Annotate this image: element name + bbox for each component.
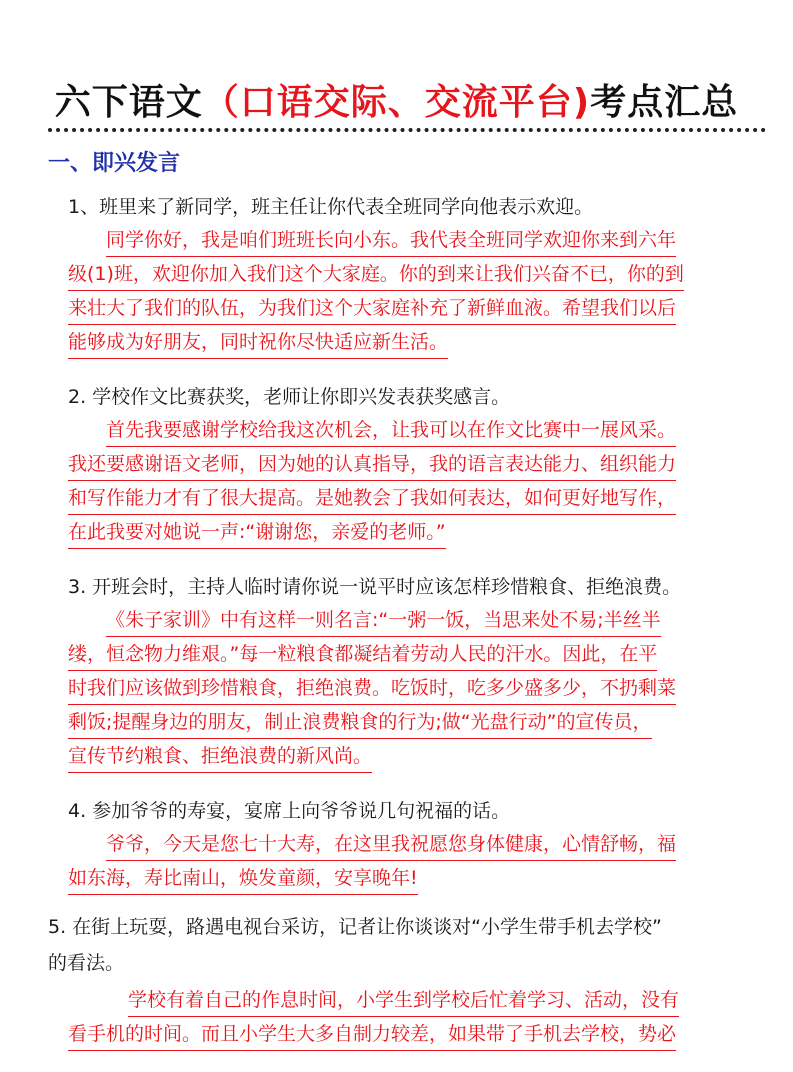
answer-3-line-3: 时我们应该做到珍惜粮食，拒绝浪费。吃饭时，吃多少盛多少，不扔剩菜 — [68, 676, 676, 705]
answer-4-line-1: 爷爷，今天是您七十大寿，在这里我祝愿您身体健康，心情舒畅，福 — [106, 832, 676, 861]
answer-1-line-4: 能够成为好朋友，同时祝你尽快适应新生活。 — [68, 330, 448, 359]
answer-2-line-4: 在此我要对她说一声:“谢谢您，亲爱的老师。” — [68, 520, 446, 549]
answer-2-line-2: 我还要感谢语文老师，因为她的认真指导，我的语言表达能力、组织能力 — [68, 452, 676, 481]
section-heading: 一、即兴发言 — [48, 151, 181, 176]
answer-4-line-2: 如东海，寿比南山，焕发童颜，安享晚年! — [68, 866, 418, 895]
page-title — [0, 74, 793, 125]
title-part-summary: 考点汇总 — [590, 82, 739, 123]
title-part-topic: （口语交际、交流平台) — [202, 82, 591, 123]
answer-2-line-3: 和写作能力才有了很大提高。是她教会了我如何表达，如何更好地写作， — [68, 486, 676, 515]
question-4: 4. 参加爷爷的寿宴，宴席上向爷爷说几句祝福的话。 — [68, 800, 511, 822]
title-part-grade: 六下语文 — [54, 82, 203, 123]
dotted-divider — [48, 128, 766, 132]
question-5-line-1: 5. 在街上玩耍，路遇电视台采访，记者让你谈谈对“小学生带手机去学校” — [48, 916, 662, 938]
answer-2-line-1: 首先我要感谢学校给我这次机会，让我可以在作文比赛中一展风采。 — [106, 418, 676, 447]
answer-3-line-5: 宣传节约粮食、拒绝浪费的新风尚。 — [68, 744, 372, 773]
answer-3-line-1: 《朱子家训》中有这样一则名言:“一粥一饭，当思来处不易;半丝半 — [106, 608, 661, 637]
answer-1-line-3: 来壮大了我们的队伍，为我们这个大家庭补充了新鲜血液。希望我们以后 — [68, 296, 676, 325]
question-1: 1、班里来了新同学，班主任让你代表全班同学向他表示欢迎。 — [68, 196, 594, 218]
answer-5-line-2: 看手机的时间。而且小学生大多自制力较差，如果带了手机去学校，势必 — [68, 1022, 676, 1051]
question-5-line-2: 的看法。 — [48, 952, 125, 974]
answer-3-line-2: 缕，恒念物力维艰。”每一粒粮食都凝结着劳动人民的汗水。因此，在平 — [68, 642, 657, 671]
question-2: 2. 学校作文比赛获奖，老师让你即兴发表获奖感言。 — [68, 386, 511, 408]
answer-5-line-1: 学校有着自己的作息时间，小学生到学校后忙着学习、活动，没有 — [128, 988, 679, 1017]
answer-1-line-2: 级(1)班，欢迎你加入我们这个大家庭。你的到来让我们兴奋不已，你的到 — [68, 262, 684, 291]
question-3: 3. 开班会时，主持人临时请你说一说平时应该怎样珍惜粮食、拒绝浪费。 — [68, 576, 682, 598]
answer-3-line-4: 剩饭;提醒身边的朋友，制止浪费粮食的行为;做“光盘行动”的宣传员， — [68, 710, 652, 739]
answer-1-line-1: 同学你好，我是咱们班班长向小东。我代表全班同学欢迎你来到六年 — [106, 228, 676, 257]
